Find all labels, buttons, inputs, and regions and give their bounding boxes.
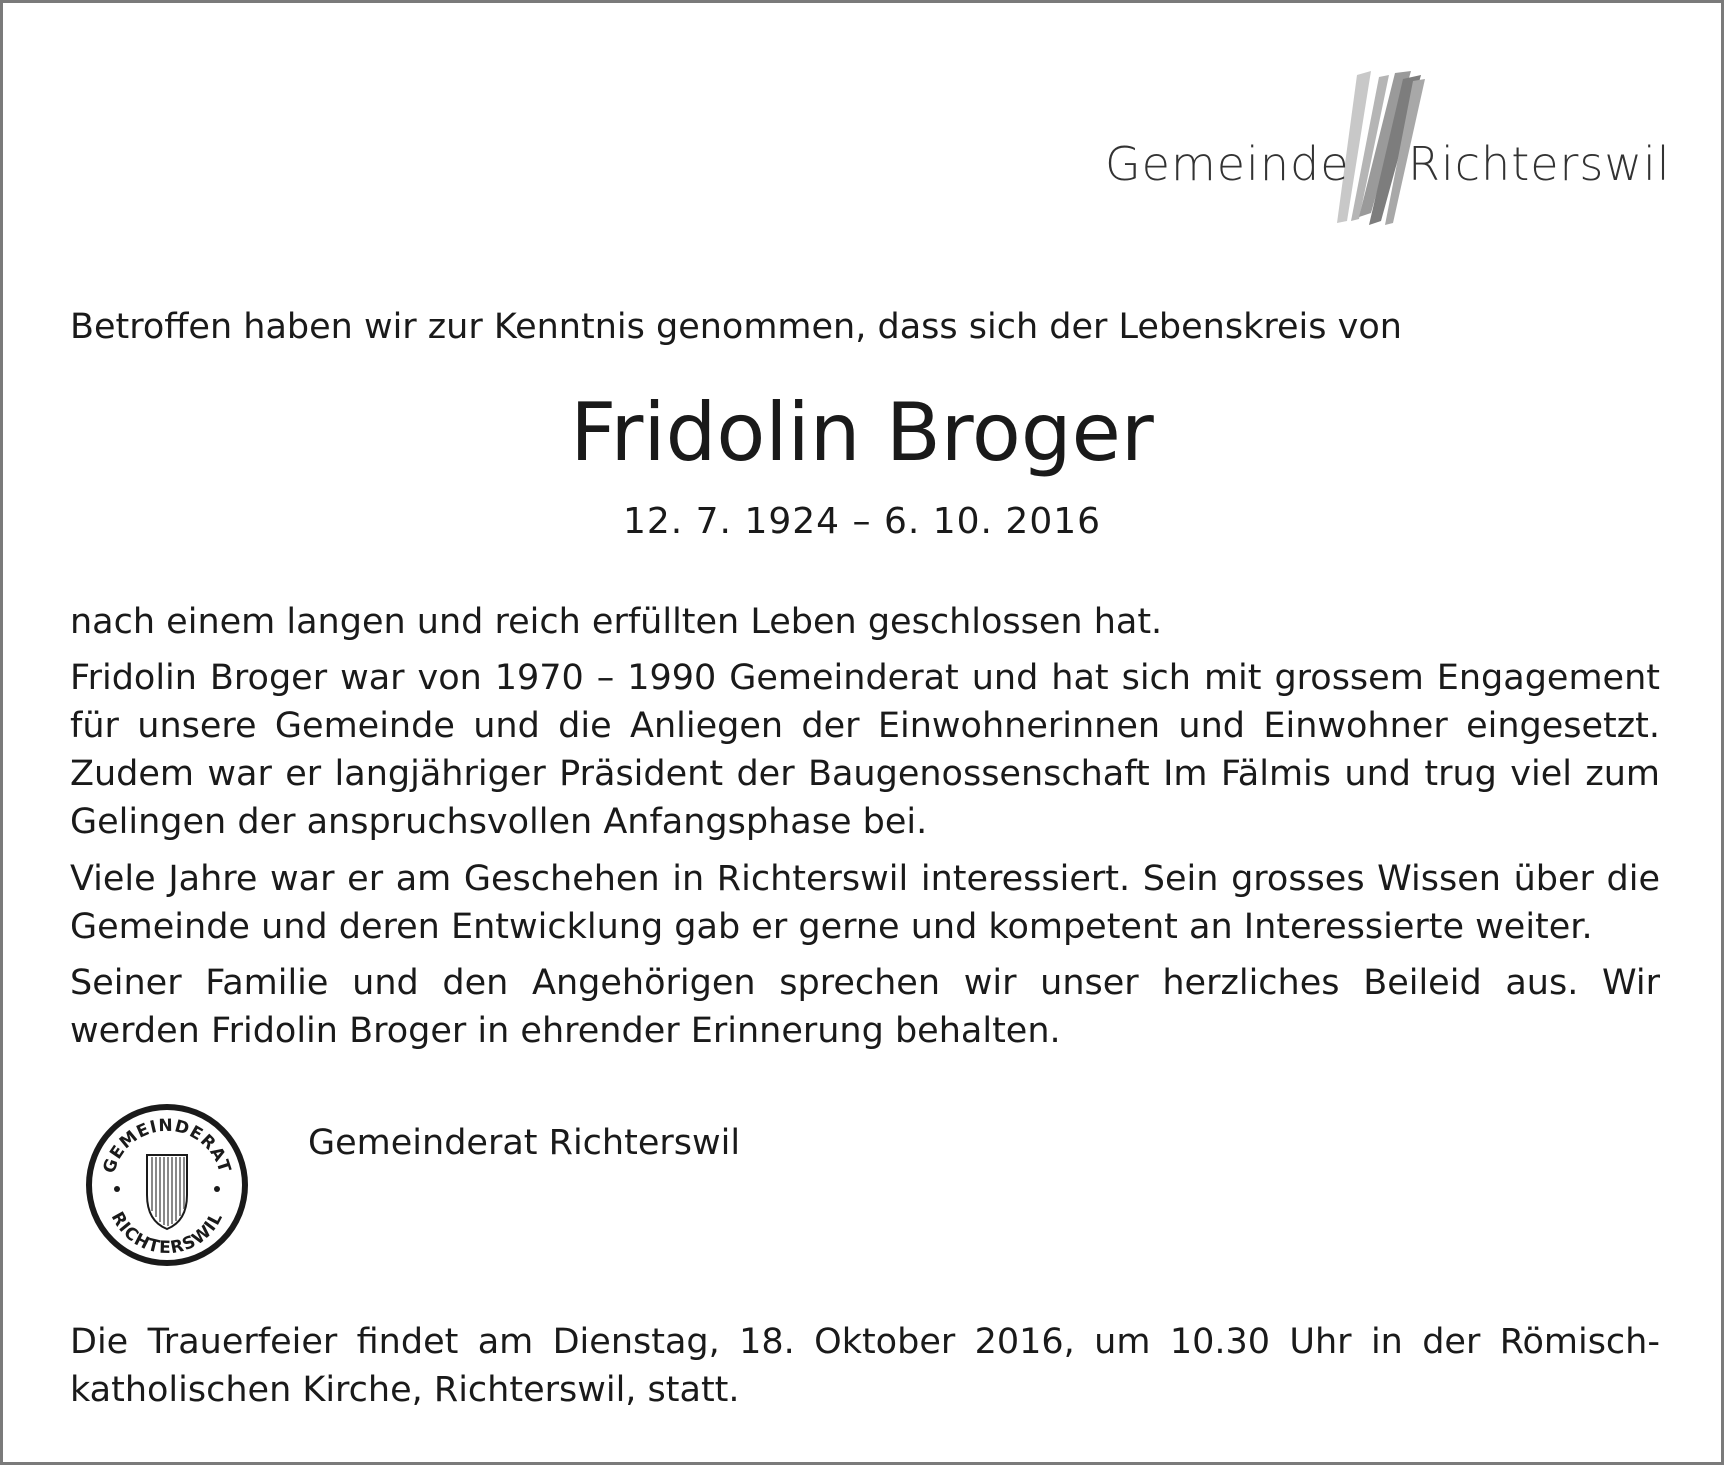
- intro-text: Betroffen haben wir zur Kenntnis genommen, dass sich der Lebenskreis von: [70, 307, 1402, 347]
- logo-text-richterswil: Richterswil: [1408, 137, 1671, 191]
- logo-text-gemeinde: Gemeinde: [1105, 137, 1350, 191]
- seal-bottom-text: RICHTERSWIL: [106, 1208, 228, 1259]
- life-dates: 12. 7. 1924 – 6. 10. 2016: [622, 501, 1102, 542]
- funeral-notice: Die Trauerfeier findet am Dienstag, 18. Oktober 2016, um 10.30 Uhr in der Römisch-katholischen Kirche, Richterswil, statt.: [70, 1322, 1660, 1410]
- paragraph-1: nach einem langen und reich erfüllten Leben geschlossen hat.: [70, 602, 1163, 642]
- seal-top-text: GEMEINDERAT: [99, 1115, 235, 1176]
- paragraph-3: Viele Jahre war er am Geschehen in Richterswil interessiert. Sein grosses Wissen über die Gemeinde und deren Entwicklung gab er gerne und kompetent an Interessierte weiter.: [70, 859, 1660, 947]
- signature-council: Gemeinderat Richterswil: [308, 1123, 741, 1163]
- deceased-name: Fridolin Broger: [570, 386, 1154, 479]
- paragraph-4: Seiner Familie und den Angehörigen sprechen wir unser herzliches Beileid aus. Wir werden Fridolin Broger in ehrender Erinnerung behalten.: [70, 963, 1660, 1051]
- paragraph-2: Fridolin Broger war von 1970 – 1990 Gemeinderat und hat sich mit grossem Engagement für unsere Gemeinde und die Anliegen der Einwohnerinnen und Einwohner eingesetzt. Zudem war er langjähriger Präsident der Baugenossenschaft Im Fälmis und trug viel zum Gelingen der anspruchsvollen Anfangsphase bei.: [70, 658, 1660, 842]
- council-seal-stamp: [85, 1103, 250, 1268]
- municipality-logo: [1093, 71, 1673, 251]
